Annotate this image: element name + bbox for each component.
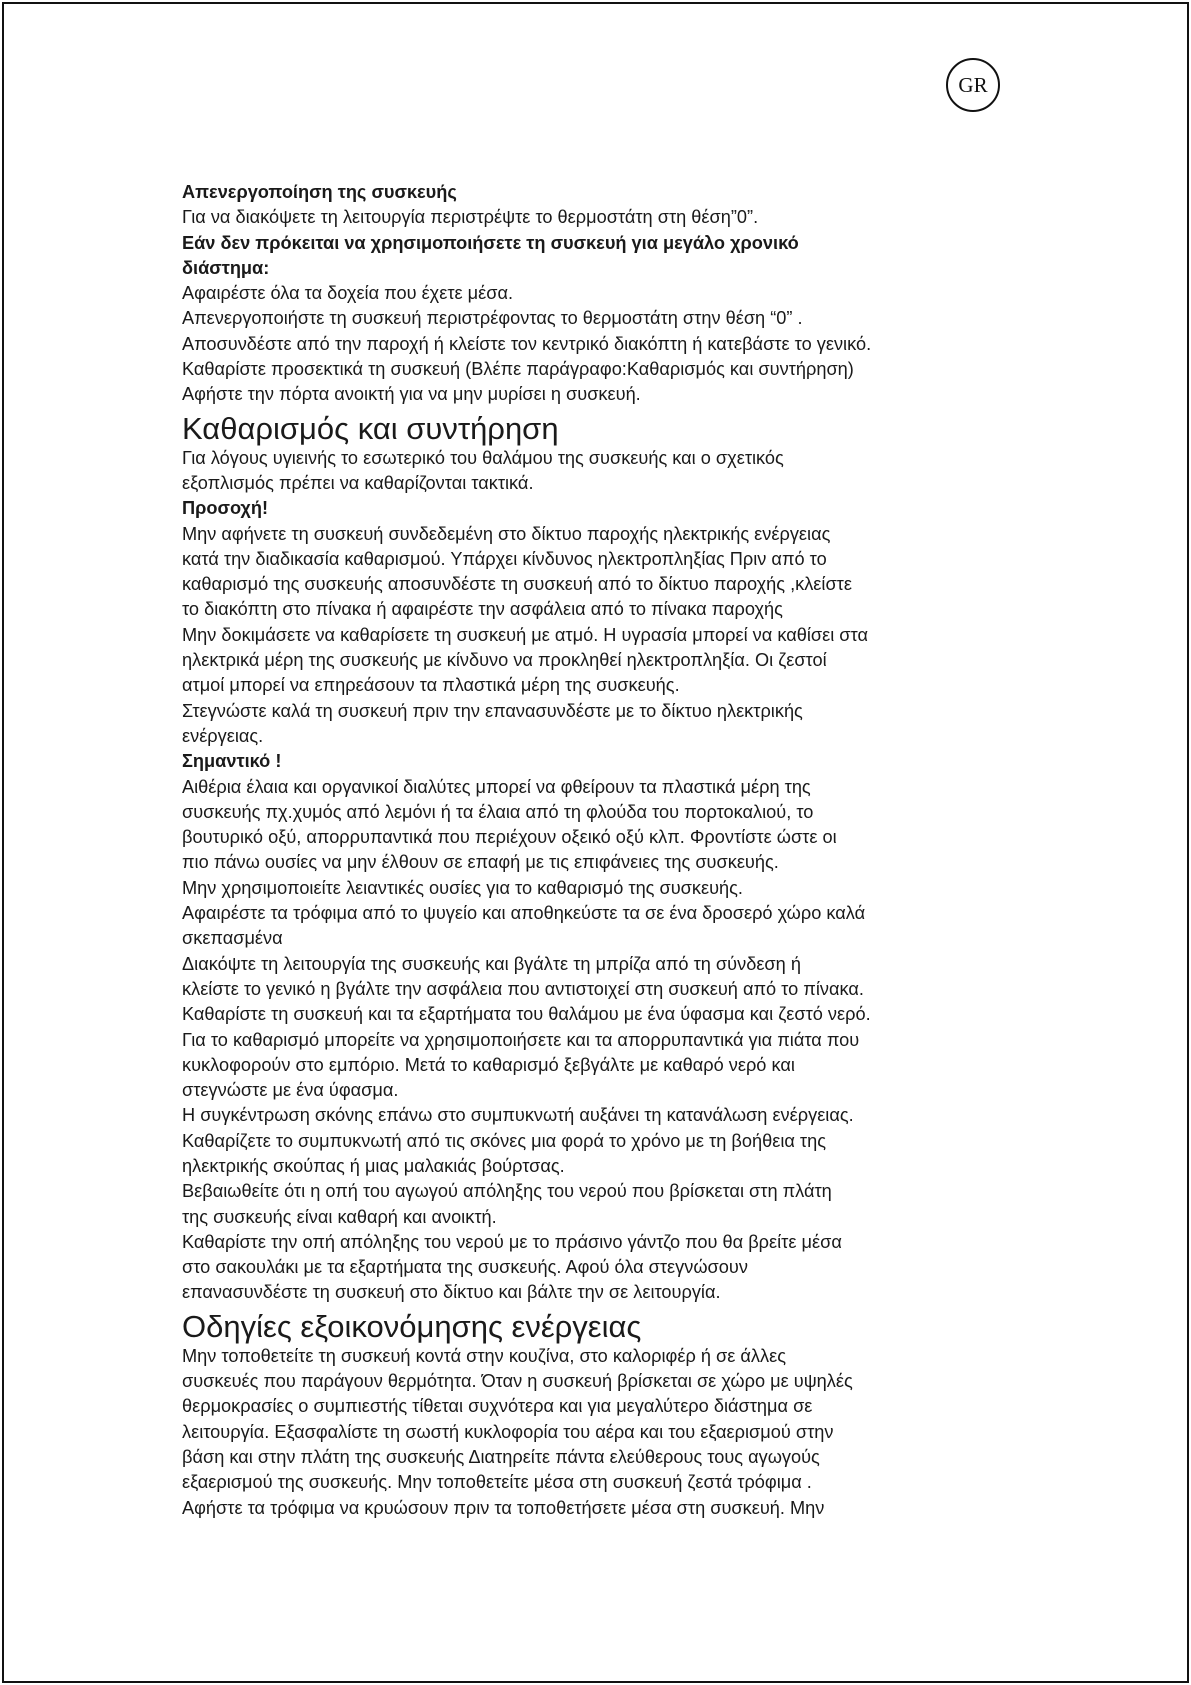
warning-line: διάστημα: (182, 257, 270, 278)
text-line: το διακόπτη στο πίνακα ή αφαιρέστε την ασφάλεια από το πίνακα παροχής (182, 599, 783, 620)
text-line: Διακόψτε τη λειτουργία της συσκευής και βγάλτε τη μπρίζα από τη σύνδεση ή (182, 953, 801, 974)
section-heading-cleaning: Καθαρισμός και συντήρηση (182, 410, 559, 446)
step-line: Καθαρίστε προσεκτικά τη συσκευή (Βλέπε παράγραφο:Καθαρισμός και συντήρηση) (182, 359, 854, 380)
section-heading-deactivation: Απενεργοποίηση της συσκευής (182, 182, 457, 202)
text-line: της συσκευής είναι καθαρή και ανοικτή. (182, 1206, 497, 1227)
text-line: βάση και στην πλάτη της συσκευής Διατηρείτε πάντα ελεύθερους τους αγωγούς (182, 1446, 820, 1467)
text-line: επανασυνδέστε τη συσκευή στο δίκτυο και βάλτε την σε λειτουργία. (182, 1282, 721, 1303)
text-line: συσκευής πχ.χυμός από λεμόνι ή τα έλαια από τη φλούδα του πορτοκαλιού, το (182, 801, 814, 822)
text-line: κατά την διαδικασία καθαρισμού. Υπάρχει κίνδυνος ηλεκτροπληξίας Πριν από το (182, 548, 827, 569)
text-line: Στεγνώστε καλά τη συσκευή πριν την επανασυνδέστε με το δίκτυο ηλεκτρικής (182, 700, 803, 721)
text-line: ηλεκτρικής σκούπας ή μιας μαλακιάς βούρτσας. (182, 1155, 565, 1176)
text-line: θερμοκρασίες ο συμπιεστής τίθεται συχνότερα και για μεγαλύτερο διάστημα σε (182, 1396, 813, 1417)
text-line: Η συγκέντρωση σκόνης επάνω στο συμπυκνωτή αυξάνει τη κατανάλωση ενέργειας. (182, 1105, 854, 1126)
text-line: Καθαρίστε την οπή απόληξης του νερού με το πράσινο γάντζο που θα βρείτε μέσα (182, 1231, 842, 1252)
text-line: Βεβαιωθείτε ότι η οπή του αγωγού απόληξης του νερού που βρίσκεται στη πλάτη (182, 1181, 832, 1202)
text-line: κυκλοφορούν στο εμπόριο. Μετά το καθαρισμό ξεβγάλτε με καθαρό νερό και (182, 1054, 795, 1075)
text-line: Μην δοκιμάσετε να καθαρίσετε τη συσκευή με ατμό. Η υγρασία μπορεί να καθίσει στα (182, 624, 868, 645)
text-line: στο σακουλάκι με τα εξαρτήματα της συσκευής. Αφού όλα στεγνώσουν (182, 1257, 748, 1278)
warning-line: Εάν δεν πρόκειται να χρησιμοποιήσετε τη συσκευή για μεγάλο χρονικό (182, 232, 799, 253)
text-line: κλείστε το γενικό η βγάλτε την ασφάλεια που αντιστοιχεί στη συσκευή από το πίνακα. (182, 978, 864, 999)
important-label: Σημαντικό ! (182, 751, 282, 772)
language-badge: GR (946, 58, 1000, 112)
text-line: σκεπασμένα (182, 928, 283, 949)
text-line: Για το καθαρισμό μπορείτε να χρησιμοποιήσετε και τα απορρυπαντικά για πιάτα που (182, 1029, 860, 1050)
text-line: ηλεκτρικά μέρη της συσκευής με κίνδυνο να προκληθεί ηλεκτροπληξία. Οι ζεστοί (182, 650, 827, 671)
text-line: εξοπλισμός πρέπει να καθαρίζονται τακτικά. (182, 472, 534, 493)
text-line: Αιθέρια έλαια και οργανικοί διαλύτες μπορεί να φθείρουν τα πλαστικά μέρη της (182, 776, 811, 797)
section-heading-energy: Οδηγίες εξοικονόμησης ενέργειας (182, 1308, 642, 1344)
text-line: ενέργειας. (182, 725, 264, 746)
text-line: Καθαρίζετε το συμπυκνωτή από τις σκόνες μια φορά το χρόνο με τη βοήθεια της (182, 1130, 826, 1151)
text-line: Αφαιρέστε τα τρόφιμα από το ψυγείο και αποθηκεύστε τα σε ένα δροσερό χώρο καλά (182, 903, 866, 924)
text-line: εξαερισμού της συσκευής. Μην τοποθετείτε μέσα στη συσκευή ζεστά τρόφιμα . (182, 1472, 812, 1493)
text-line: Για λόγους υγιεινής το εσωτερικό του θαλάμου της συσκευής και ο σχετικός (182, 447, 784, 468)
text-line: ατμοί μπορεί να επηρεάσουν τα πλαστικά μέρη της συσκευής. (182, 675, 680, 696)
text-line: Για να διακόψετε τη λειτουργία περιστρέψτε το θερμοστάτη στη θέση”0”. (182, 207, 759, 228)
text-line: λειτουργία. Εξασφαλίστε τη σωστή κυκλοφορία του αέρα και του εξαερισμού στην (182, 1421, 834, 1442)
text-line: Μην αφήνετε τη συσκευή συνδεδεμένη στο δίκτυο παροχής ηλεκτρικής ενέργειας (182, 523, 831, 544)
step-line: Αφήστε την πόρτα ανοικτή για να μην μυρίσει η συσκευή. (182, 384, 641, 405)
text-line: συσκευές που παράγουν θερμότητα. Όταν η συσκευή βρίσκεται σε χώρο με υψηλές (182, 1371, 853, 1392)
text-line: Μην χρησιμοποιείτε λειαντικές ουσίες για το καθαρισμό της συσκευής. (182, 877, 743, 898)
document-body (182, 180, 1022, 1521)
text-line: πιο πάνω ουσίες να μην έλθουν σε επαφή με τις επιφάνειες της συσκευής. (182, 852, 779, 873)
text-line: καθαρισμό της συσκευής αποσυνδέστε τη συσκευή από το δίκτυο παροχής ,κλείστε (182, 574, 852, 595)
step-line: Αποσυνδέστε από την παροχή ή κλείστε τον κεντρικό διακόπτη ή κατεβάστε το γενικό. (182, 333, 872, 354)
step-line: Απενεργοποιήστε τη συσκευή περιστρέφοντας το θερμοστάτη στην θέση “0” . (182, 308, 803, 329)
text-line: βουτυρικό οξύ, απορρυπαντικά που περιέχουν οξεικό οξύ κλπ. Φροντίστε ώστε οι (182, 827, 837, 848)
text-line: Μην τοποθετείτε τη συσκευή κοντά στην κουζίνα, στο καλοριφέρ ή σε άλλες (182, 1345, 786, 1366)
step-line: Αφαιρέστε όλα τα δοχεία που έχετε μέσα. (182, 283, 514, 304)
attention-label: Προσοχή! (182, 498, 269, 519)
text-line: στεγνώστε με ένα ύφασμα. (182, 1080, 399, 1101)
text-line: Αφήστε τα τρόφιμα να κρυώσουν πριν τα τοποθετήσετε μέσα στη συσκευή. Μην (182, 1497, 825, 1518)
text-line: Καθαρίστε τη συσκευή και τα εξαρτήματα του θαλάμου με ένα ύφασμα και ζεστό νερό. (182, 1004, 871, 1025)
